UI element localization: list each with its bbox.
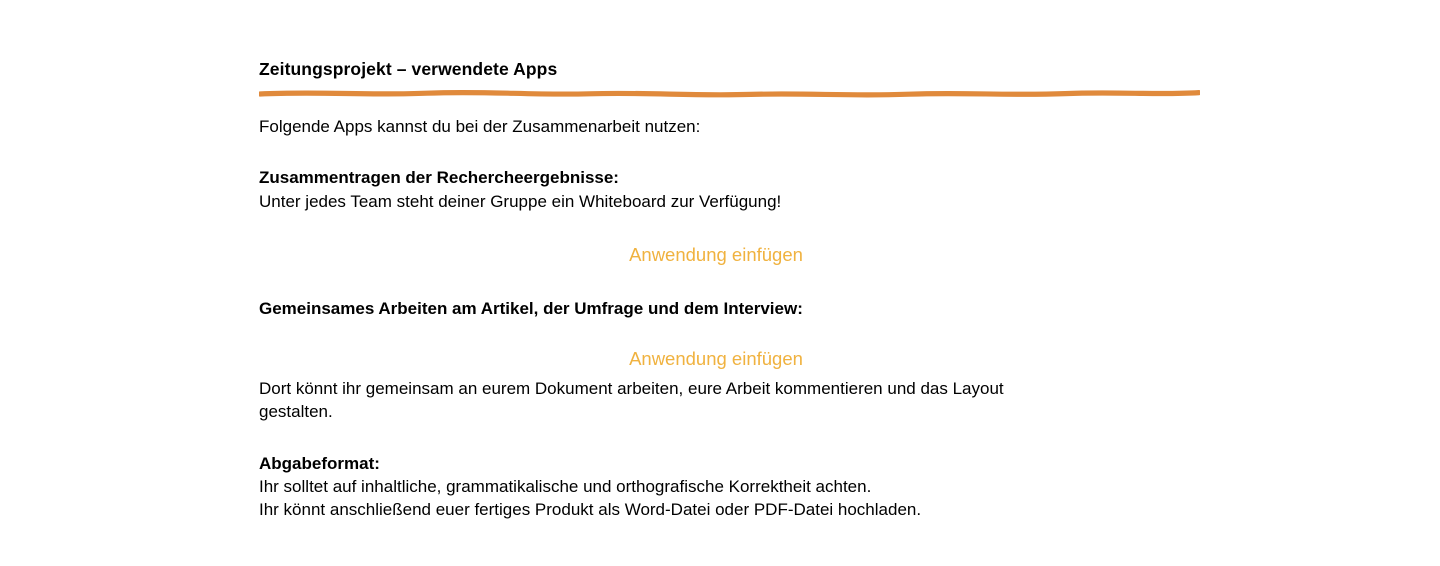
section-body-recherche: Unter jedes Team steht deiner Gruppe ein Whiteboard zur Verfügung! [259,191,782,211]
section-heading-abgabeformat: Abgabeformat: [259,453,380,473]
document-content [259,58,1209,522]
section-body-line-2: gestalten. [259,402,333,422]
intro-paragraph: Folgende Apps kannst du bei der Zusammenarbeit nutzen: [259,116,701,136]
hand-drawn-divider [259,87,1200,99]
app-placeholder-1[interactable]: Anwendung einfügen [629,244,803,266]
section-body-abgabeformat-line-2: Ihr könnt anschließend euer fertiges Produkt als Word-Datei oder PDF-Datei hochladen. [259,500,922,520]
section-recherche [259,166,1209,213]
page-title: Zeitungsprojekt – verwendete Apps [259,59,558,79]
section-abgabeformat [259,452,1209,522]
section-body-gemeinsames-arbeiten [259,377,1209,424]
section-heading-recherche: Zusammentragen der Rechercheergebnisse: [259,168,619,188]
section-body-abgabeformat-line-1: Ihr solltet auf inhaltliche, grammatikalische und orthografische Korrektheit achten. [259,477,872,497]
section-gemeinsames-arbeiten [259,297,1209,320]
section-body-line-1: Dort könnt ihr gemeinsam an eurem Dokument arbeiten, eure Arbeit kommentieren und das Layout [259,378,1004,398]
section-heading-gemeinsames-arbeiten: Gemeinsames Arbeiten am Artikel, der Umfrage und dem Interview: [259,299,803,319]
app-placeholder-2[interactable]: Anwendung einfügen [629,347,803,369]
